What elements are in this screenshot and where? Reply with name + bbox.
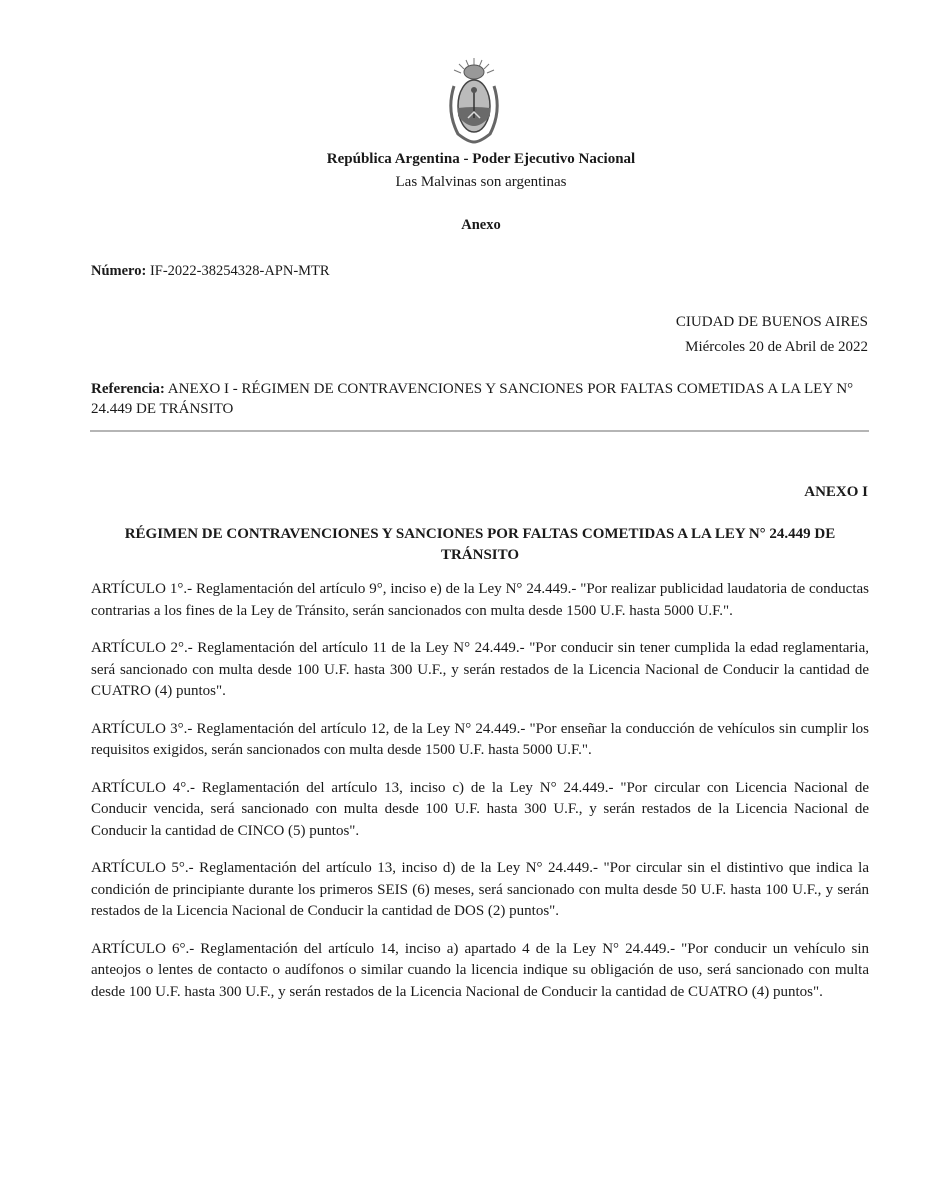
article-2: ARTÍCULO 2°.- Reglamentación del artículo 11 de la Ley N° 24.449.- "Por conducir sin tener cumplida la edad reglamentaria, será sancionado con multa desde 100 U.F. hasta 300 U.F., y serán restados de la Licencia Nacional de Conducir la cantidad de CUATRO (4) puntos". — [91, 640, 869, 699]
place-date-block — [676, 310, 868, 360]
annex-label: ANEXO I — [804, 484, 868, 500]
document-number-value: IF-2022-38254328-APN-MTR — [149, 263, 330, 279]
reference — [91, 379, 871, 419]
regimen-title: RÉGIMEN DE CONTRAVENCIONES Y SANCIONES POR FALTAS COMETIDAS A LA LEY N° 24.449 DE TRÁNSITO — [124, 526, 836, 563]
argentina-coat-of-arms-icon — [444, 56, 504, 146]
divider — [90, 430, 869, 432]
article-3: ARTÍCULO 3°.- Reglamentación del artículo 12, de la Ley N° 24.449.- "Por enseñar la conducción de vehículos sin cumplir los requisitos exigidos, serán sancionados con multa desde 1500 U.F. hasta 5000 U.F.". — [91, 720, 869, 758]
articles-list — [91, 579, 869, 1019]
document-number-label: Número: — [91, 263, 147, 279]
article-1: ARTÍCULO 1°.- Reglamentación del artículo 9°, inciso e) de la Ley N° 24.449.- "Por realizar publicidad laudatoria de conductas contrarias a los fines de la Ley de Tránsito, serán sancionados con multa desde 1500 U.F. hasta 5000 U.F.". — [91, 581, 869, 619]
article-5: ARTÍCULO 5°.- Reglamentación del artículo 13, inciso d) de la Ley N° 24.449.- "Por circular sin el distintivo que indica la condición de principiante durante los primeros SEIS (6) meses, será sancionado con multa desde 50 U.F. hasta 100 U.F., y serán restados de la Licencia Nacional de Conducir la cantidad de DOS (2) puntos". — [91, 860, 869, 919]
document-number — [91, 263, 330, 280]
document-type: Anexo — [461, 217, 501, 233]
article-6: ARTÍCULO 6°.- Reglamentación del artículo 14, inciso a) apartado 4 de la Ley N° 24.449.- "Por conducir un vehículo sin anteojos o lentes de contacto o audífonos o similar cuando la licencia indique su obligación de uso, será sancionado con multa desde 100 U.F. hasta 300 U.F., y serán restados de la Licencia Nacional de Conducir la cantidad de CUATRO (4) puntos". — [91, 940, 869, 1000]
place: CIUDAD DE BUENOS AIRES — [675, 314, 868, 330]
header-title: República Argentina - Poder Ejecutivo Nacional — [326, 151, 636, 167]
article-4: ARTÍCULO 4°.- Reglamentación del artículo 13, inciso c) de la Ley N° 24.449.- "Por circular con Licencia Nacional de Conducir vencida, será sancionado con multa desde 100 U.F. hasta 300 U.F., y serán restados de la Licencia Nacional de Conducir la cantidad de CINCO (5) puntos". — [91, 779, 869, 839]
reference-label: Referencia: — [91, 381, 165, 397]
date: Miércoles 20 de Abril de 2022 — [685, 339, 868, 355]
reference-text: ANEXO I - RÉGIMEN DE CONTRAVENCIONES Y SANCIONES POR FALTAS COMETIDAS A LA LEY N° 24.449 DE TRÁNSITO — [91, 381, 854, 417]
header-subtitle: Las Malvinas son argentinas — [395, 174, 567, 190]
